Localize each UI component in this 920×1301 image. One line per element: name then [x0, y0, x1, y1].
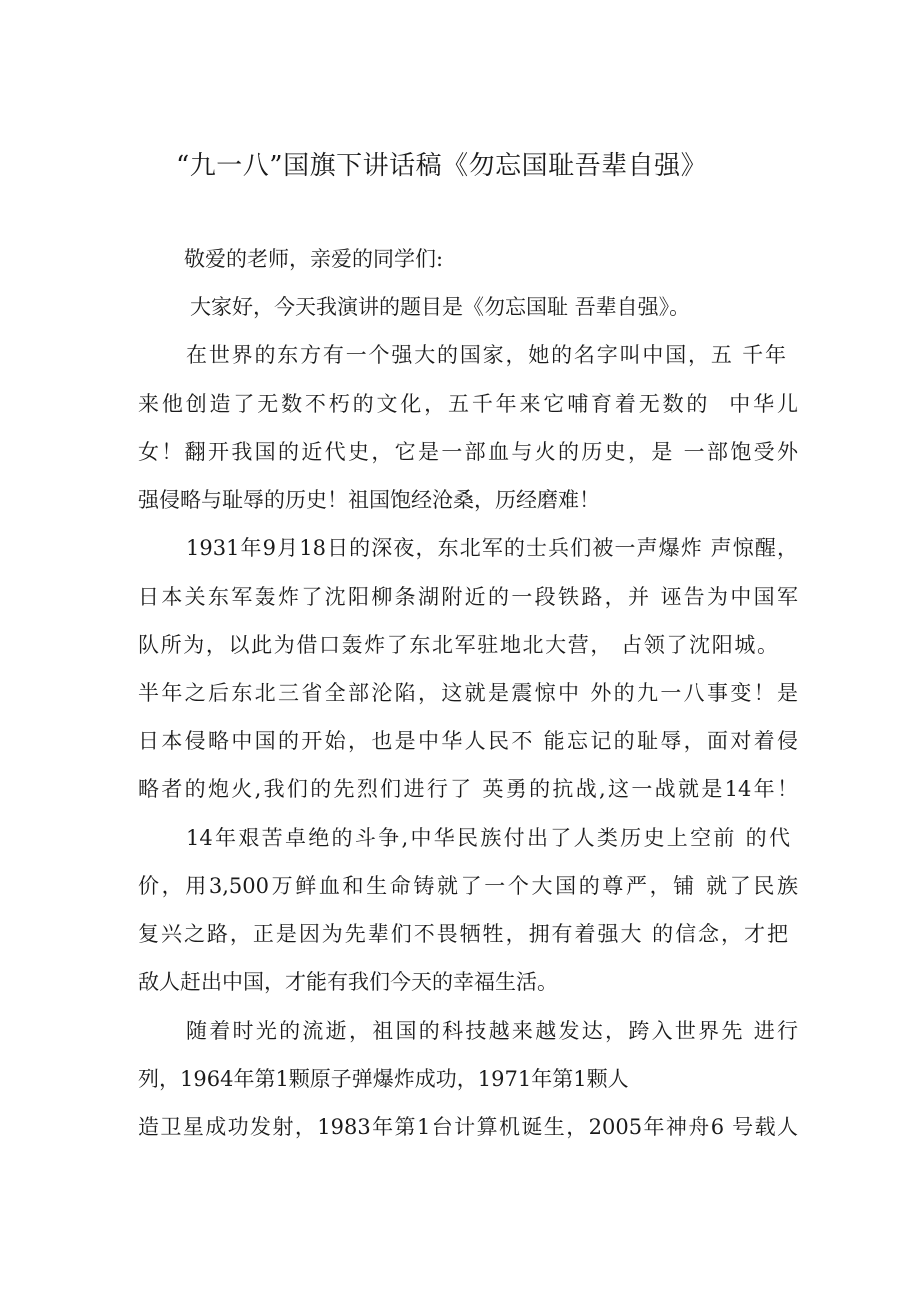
body-line: 随着时光的流逝，祖国的科技越来越发达，跨入世界先 进行	[186, 1019, 798, 1043]
body-line: 日本侵略中国的开始，也是中华人民不 能忘记的耻辱，面对着侵	[138, 729, 798, 753]
body-line: 女！翻开我国的近代史，它是一部血与火的历史，是 一部饱受外	[138, 440, 798, 464]
intro-line: 大家好，今天我演讲的题目是《勿忘国耻 吾辈自强》。	[190, 295, 691, 319]
body-line: 1931年9月18日的深夜，东北军的士兵们被一声爆炸 声惊醒，	[186, 536, 798, 560]
body-line: 略者的炮火,我们的先烈们进行了 英勇的抗战,这一战就是14年！	[138, 777, 798, 801]
body-line: 来他创造了无数不朽的文化，五千年来它哺育着无数的 中华儿	[138, 392, 798, 416]
body-line: 复兴之路，正是因为先辈们不畏牺牲，拥有着强大 的信念，才把	[138, 922, 788, 946]
body-line: 价，用3,500万鲜血和生命铸就了一个大国的尊严，铺 就了民族	[138, 874, 798, 898]
body-line: 敌人赶出中国，才能有我们今天的幸福生活。	[138, 970, 558, 994]
body-line: 在世界的东方有一个强大的国家，她的名字叫中国，五 千年	[186, 343, 786, 367]
body-line: 日本关东军轰炸了沈阳柳条湖附近的一段铁路，并 诬告为中国军	[138, 585, 798, 609]
body-line: 造卫星成功发射，1983年第1台计算机诞生，2005年神舟6 号载人	[138, 1115, 798, 1139]
document-title: “九一八”国旗下讲话稿《勿忘国耻吾辈自强》	[176, 151, 708, 181]
salutation-line: 敬爱的老师，亲爱的同学们:	[184, 247, 444, 271]
body-line: 列，1964年第1颗原子弹爆炸成功，1971年第1颗人	[138, 1067, 629, 1091]
body-line: 14年艰苦卓绝的斗争,中华民族付出了人类历史上空前 的代	[186, 826, 790, 850]
body-line: 队所为，以此为借口轰炸了东北军驻地北大营， 占领了沈阳城。	[138, 633, 778, 657]
body-line: 强侵略与耻辱的历史！祖国饱经沧桑，历经磨难！	[138, 488, 600, 512]
body-line: 半年之后东北三省全部沦陷，这就是震惊中 外的九一八事变！是	[138, 681, 798, 705]
